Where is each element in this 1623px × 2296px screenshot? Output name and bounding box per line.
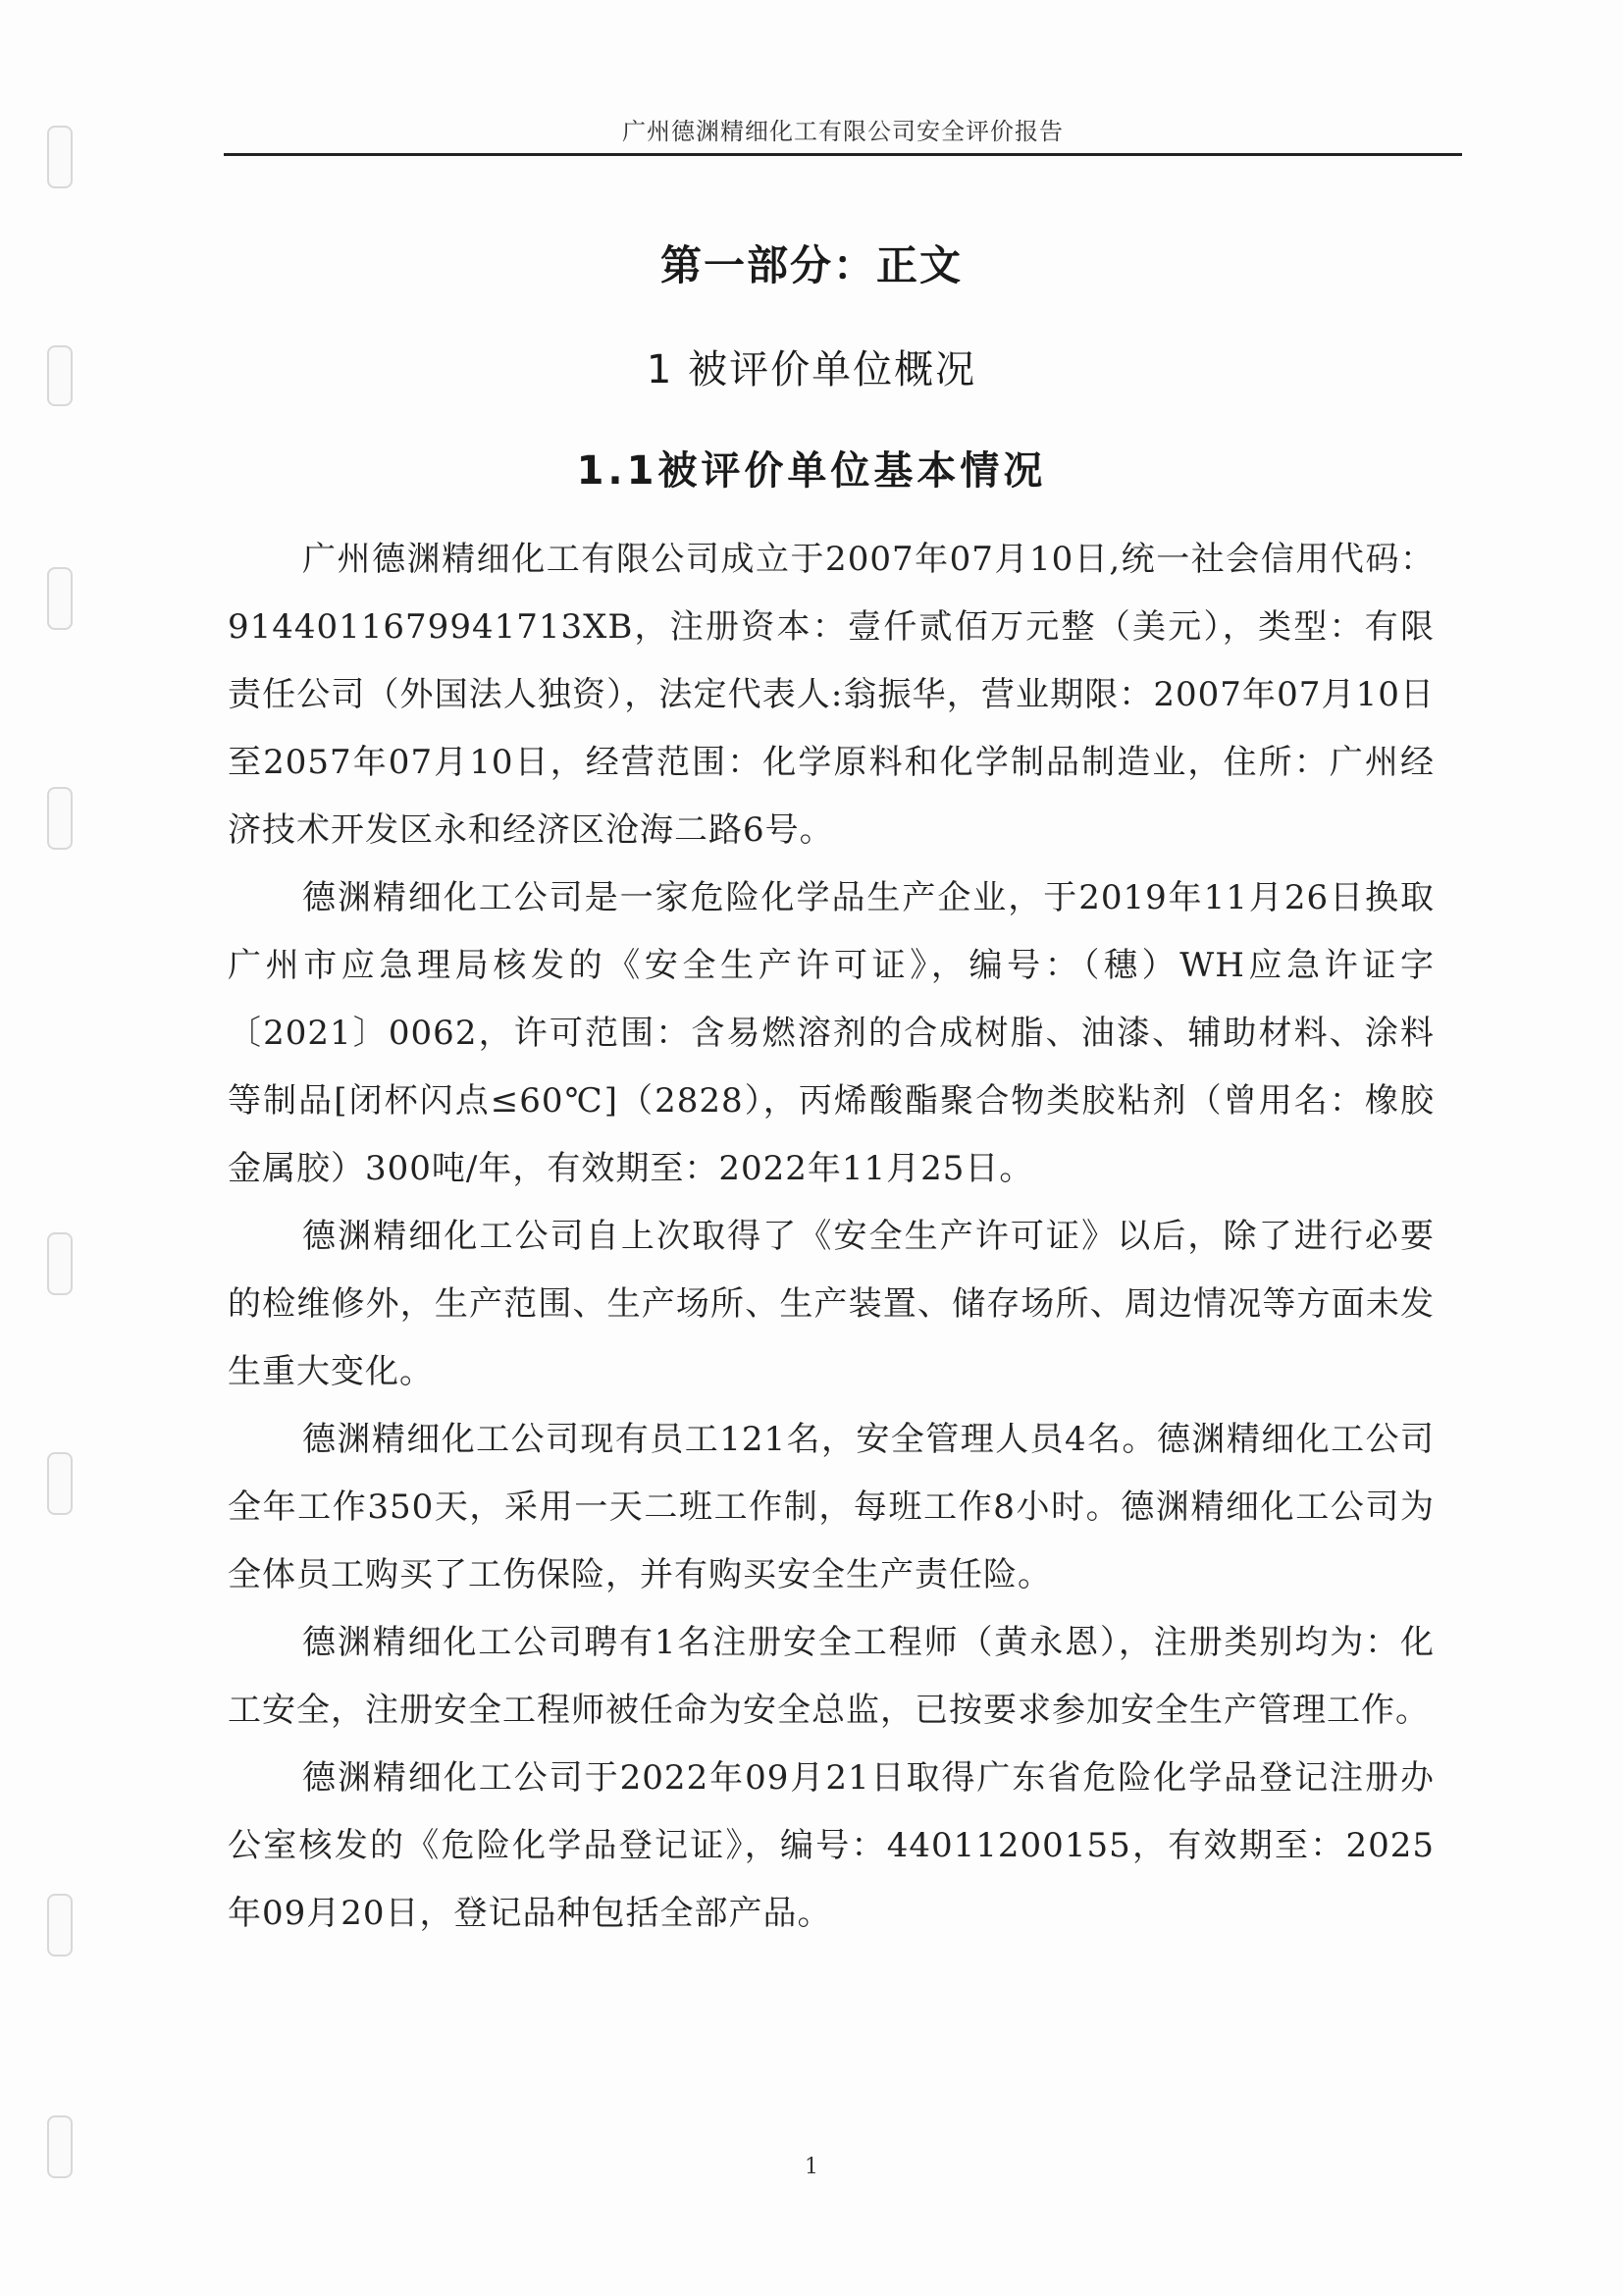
binding-hole-mark	[47, 126, 73, 188]
body-text	[228, 526, 1435, 1948]
part-title: 第一部分：正文	[659, 241, 963, 289]
binding-hole-mark	[47, 1232, 73, 1295]
paragraph-changes: 德渊精细化工公司自上次取得了《安全生产许可证》以后，除了进行必要的检维修外，生产范围、生产场所、生产装置、储存场所、周边情况等方面未发生重大变化。	[228, 1217, 1435, 1391]
chapter-title: 1 被评价单位概况	[646, 347, 977, 392]
paragraph-safety-engineer: 德渊精细化工公司聘有1名注册安全工程师（黄永恩），注册类别均为：化工安全，注册安全工程师被任命为安全总监，已按要求参加安全生产管理工作。	[228, 1623, 1435, 1730]
binding-hole-mark	[47, 1894, 73, 1957]
page-number: 1	[805, 2155, 818, 2179]
paragraph-company-info: 广州德渊精细化工有限公司成立于2007年07月10日,统一社会信用代码：9144011679941713XB，注册资本：壹仟贰佰万元整（美元），类型：有限责任公司（外国法人独资），法定代表人:翁振华，营业期限：2007年07月10日至2057年07月10日，经营范围：化学原料和化学制品制造业，住所：广州经济技术开发区永和经济区沧海二路6号。	[228, 540, 1435, 850]
paragraph-staff: 德渊精细化工公司现有员工121名，安全管理人员4名。德渊精细化工公司全年工作350天，采用一天二班工作制，每班工作8小时。德渊精细化工公司为全体员工购买了工伤保险，并有购买安全生产责任险。	[228, 1420, 1435, 1594]
section-title: 1.1被评价单位基本情况	[576, 448, 1047, 494]
header-title: 广州德渊精细化工有限公司安全评价报告	[622, 118, 1064, 145]
binding-hole-mark	[47, 567, 73, 630]
running-header	[224, 110, 1462, 156]
binding-hole-mark	[47, 1452, 73, 1515]
paragraph-registration: 德渊精细化工公司于2022年09月21日取得广东省危险化学品登记注册办公室核发的《危险化学品登记证》，编号：44011200155，有效期至：2025年09月20日，登记品种包括全部产品。	[228, 1758, 1435, 1933]
binding-hole-mark	[47, 787, 73, 850]
paragraph-license: 德渊精细化工公司是一家危险化学品生产企业，于2019年11月26日换取广州市应急理局核发的《安全生产许可证》，编号：（穗）WH应急许证字〔2021〕0062，许可范围：含易燃溶剂的合成树脂、油漆、辅助材料、涂料等制品[闭杯闪点≤60℃]（2828），丙烯酸酯聚合物类胶粘剂（曾用名：橡胶金属胶）300吨/年，有效期至：2022年11月25日。	[228, 878, 1435, 1188]
